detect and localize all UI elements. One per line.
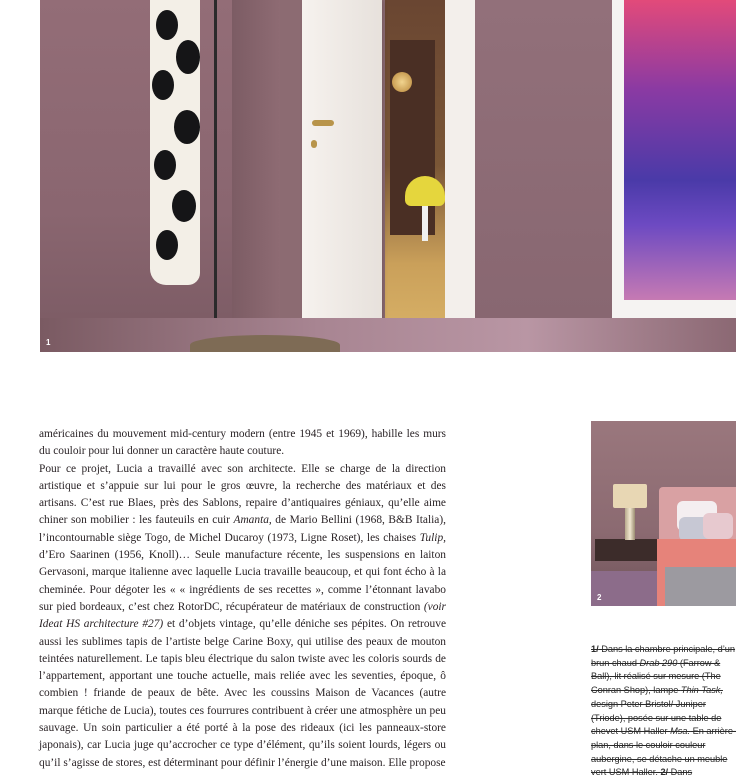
photo-door-jamb [445,0,475,330]
photo-coat-rod [214,0,217,352]
text-run: d’Ero Saarinen (1956, Knoll)… Seule manufacture récente, les suspensions en laiton Gervasoni, marque italienne avec laquelle Lucia travaille beaucoup, et qui font écho à la cheminée. Pour dégoter les « « ingrédients de ses recettes », comme l’étonnant lavabo sur pied bordeaux, c’est chez RotorDC, récupérateur de matériaux de construction [39,549,446,613]
photo-rug [190,335,340,352]
text-run: Pour ce projet, Lucia a travaillé avec son architecte. Elle se charge de la direction artistique et s’appuie sur lui pour le gros œuvre, la recherche des matériaux et des artisans. C’est rue Blaes, près des Sablons, repaire d’antiquaires géniaux, qu’elle aime chiner son mobilier : les fauteuils en cuir [39,462,446,527]
photo-lampshade [613,484,647,508]
article-paragraph-2 [39,461,446,772]
caption-text: (Farrow & Ball), lit réalisé sur mesure (The Conran Shop), lampe [591,657,721,696]
caption-lamp-name: Thin Task, [680,685,723,696]
photo-pillow [703,513,733,539]
article-body [39,426,446,772]
caption-text: Dans [668,767,693,778]
main-photo [40,0,736,352]
photo-caption [591,643,736,780]
bedroom-photo [591,421,736,606]
text-run: de Mario Bellini (1968, B&B Italia), l’incontournable siège Togo, de Michel Ducaroy (1973, Ligne Roset), les chaises [39,514,446,544]
text-run: et d’objets vintage, qu’elle déniche ses pépites. On retrouve aussi les sublimes tapis de l’artiste belge Carine Boxy, qui utilise des peaux de mouton teintées naturellement. Le tapis bleu électrique du salon twiste avec les coloris sourds de l’appartement, apportant une touche actuelle, mais reliée avec les seventies, époque, ô combien ! friande de peaux de bête. Avec les coussins Maison de Vacances (autre marque fétiche de Lucia), toutes ces fourrures contribuent à créer une atmosphère un peu sauvage. Un soin particulier a été porté à la pose des rideaux (ici les panneaux-store japonais), car Lucia juge qu’accrocher ce type d’élément, qu’ils soient lourds, légers ou qu’il s’agisse de stores, est déterminant pour définir l’énergie d’une maison. Elle propose [39,618,446,769]
photo-wall-left [40,0,232,352]
caption-text: Dans la chambre principale, d’un brun chaud [591,644,736,668]
photo-door-lock [311,140,317,148]
photo-lamp-base [625,508,635,540]
caption-paint-name: Drab 290 [639,657,678,668]
photo-carpet [40,318,736,352]
caption-number-1: 1/ [591,644,599,654]
photo-open-door [302,0,382,322]
magazine-reference: (voir Ideat HS architecture #27) [39,600,446,631]
photo-wall-lamp [392,72,412,92]
photo-number-1: 1 [46,338,51,347]
caption-text: design Peter Bristol/ Juniper (Triode), posée sur une table de chevet USM Haller [591,698,722,737]
photo-artwork [624,0,736,300]
caption-number-2: 2/ [660,767,669,778]
caption-text: En arrière-plan, dans le couloir couleur aubergine, se détache un meuble vert USM Haller. [591,726,737,778]
product-name-amanta: Amanta, [233,514,272,527]
photo-bedside-table [595,539,659,561]
caption-product-name: Msa. [670,726,691,737]
photo-number-2: 2 [597,593,602,602]
photo-door-frame [232,0,280,352]
photo-chair-stem [422,206,428,241]
photo-hanging-robe [150,0,200,285]
photo-bedroom-floor [591,571,661,606]
article-paragraph-1: américaines du mouvement mid-century modern (entre 1945 et 1969), habille les murs du couloir pour lui donner un caractère haute couture. [39,428,446,458]
product-name-tulip: Tulip, [419,531,446,544]
photo-bed-throw [665,567,736,606]
photo-door-handle [312,120,334,126]
